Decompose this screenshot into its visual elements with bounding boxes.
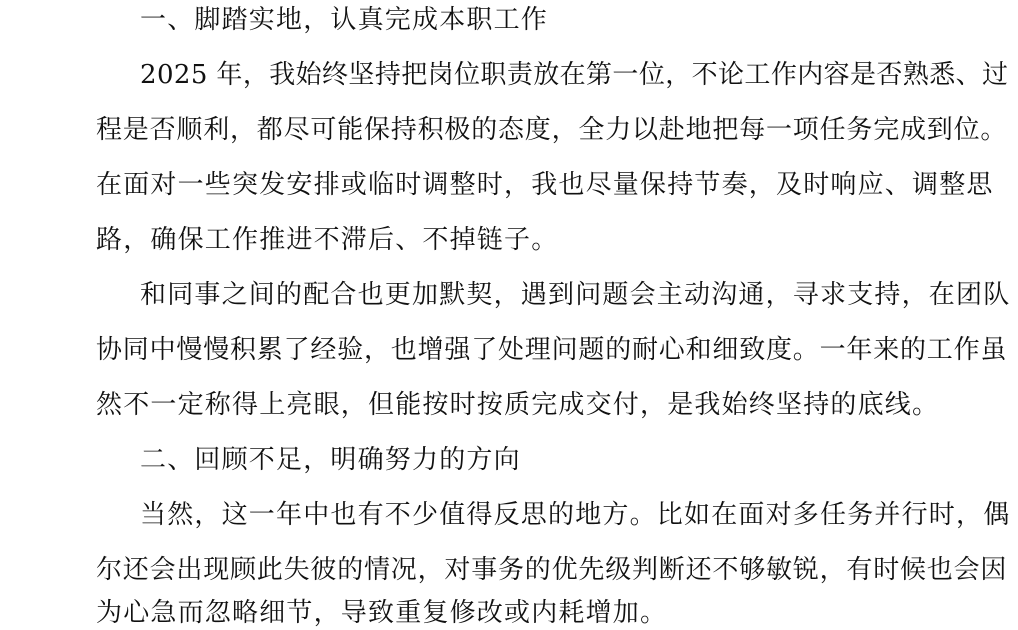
paragraph-line: 2025 年，我始终坚持把岗位职责放在第一位，不论工作内容是否熟悉、过: [140, 60, 1009, 90]
paragraph-line: 为心急而忽略细节，导致重复修改或内耗增加。: [96, 598, 668, 628]
paragraph-line: 在面对一些突发安排或临时调整时，我也尽量保持节奏，及时响应、调整思: [96, 170, 994, 200]
section-heading-2: 二、回顾不足，明确努力的方向: [140, 445, 521, 475]
paragraph-line: 和同事之间的配合也更加默契，遇到问题会主动沟通，寻求支持，在团队: [140, 280, 1011, 310]
paragraph-line: 尔还会出现顾此失彼的情况，对事务的优先级判断还不够敏锐，有时候也会因: [96, 555, 1008, 585]
paragraph-line: 协同中慢慢积累了经验，也增强了处理问题的耐心和细致度。一年来的工作虽: [96, 335, 1008, 365]
paragraph-line: 程是否顺利，都尽可能保持积极的态度，全力以赴地把每一项任务完成到位。: [96, 115, 1008, 145]
paragraph-line: 然不一定称得上亮眼，但能按时按质完成交付，是我始终坚持的底线。: [96, 390, 940, 420]
paragraph-line: 路，确保工作推进不滞后、不掉链子。: [96, 225, 559, 255]
paragraph-line: 当然，这一年中也有不少值得反思的地方。比如在面对多任务并行时，偶: [140, 500, 1011, 530]
section-heading-1: 一、脚踏实地，认真完成本职工作: [140, 5, 549, 35]
